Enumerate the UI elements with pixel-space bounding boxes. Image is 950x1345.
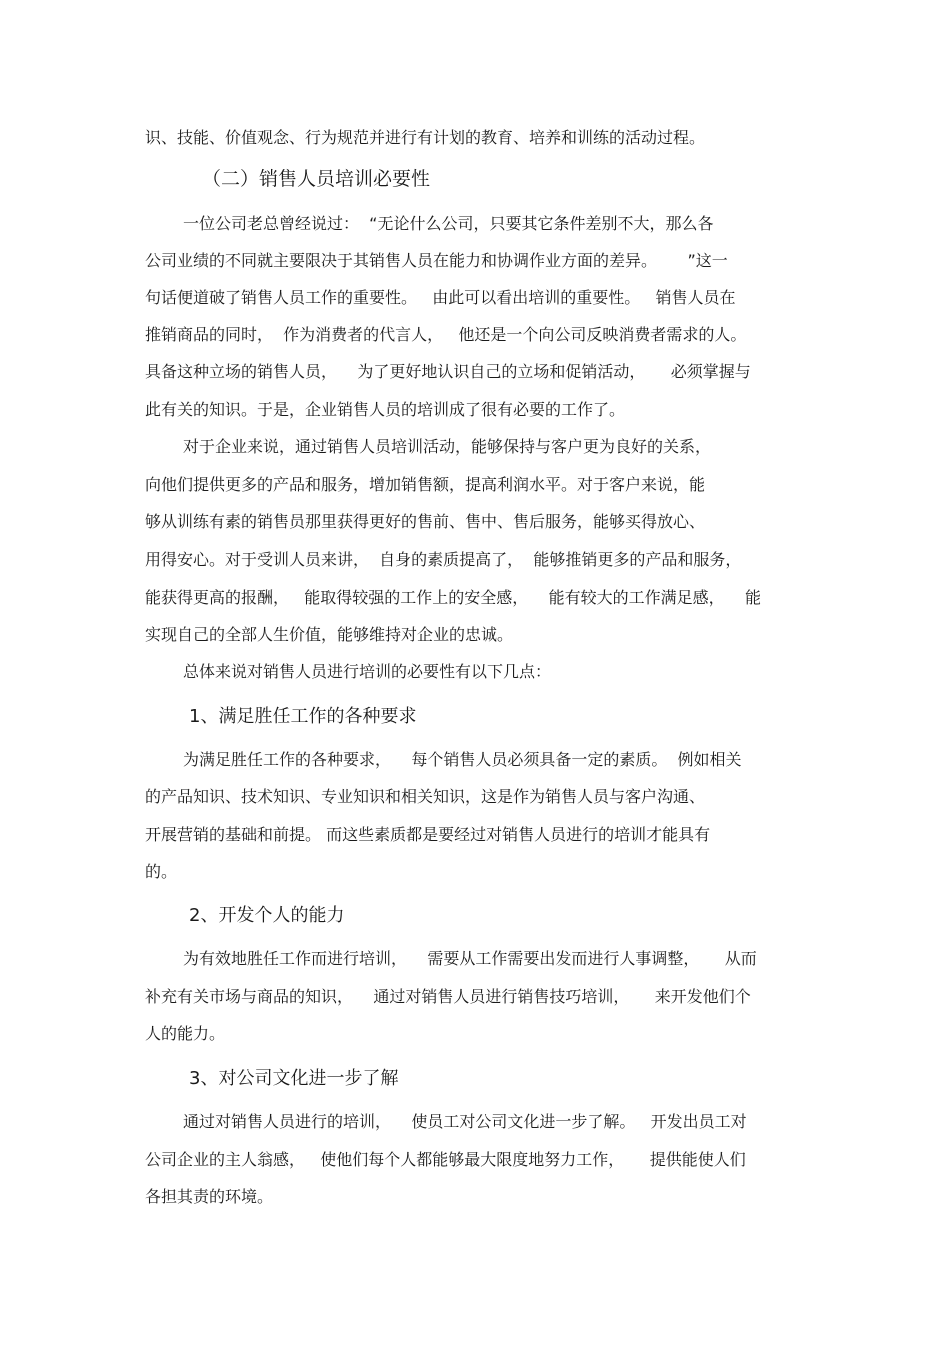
body-line: 句话便道破了销售人员工作的重要性。 由此可以看出培训的重要性。 销售人员在 <box>145 288 736 307</box>
body-line: 的。 <box>145 862 178 881</box>
section-heading: （二）销售人员培训必要性 <box>202 168 431 190</box>
body-line: 为有效地胜任工作而进行培训， 需要从工作需要出发而进行人事调整， 从而 <box>183 949 757 968</box>
body-line: 用得安心。对于受训人员来讲， 自身的素质提高了， 能够推销更多的产品和服务， <box>145 550 742 569</box>
body-line: 通过对销售人员进行的培训， 使员工对公司文化进一步了解。 开发出员工对 <box>183 1112 747 1131</box>
subsection-heading: 3、对公司文化进一步了解 <box>189 1068 399 1089</box>
subsection-heading: 1、满足胜任工作的各种要求 <box>189 706 417 727</box>
body-line: 公司企业的主人翁感， 使他们每个人都能够最大限度地努力工作， 提供能使人们 <box>145 1150 746 1169</box>
body-line: 推销商品的同时， 作为消费者的代言人， 他还是一个向公司反映消费者需求的人。 <box>145 325 747 344</box>
body-line: 具备这种立场的销售人员， 为了更好地认识自己的立场和促销活动， 必须掌握与 <box>145 362 751 381</box>
body-line: 各担其责的环境。 <box>145 1187 274 1206</box>
body-line: 能获得更高的报酬， 能取得较强的工作上的安全感， 能有较大的工作满足感， 能 <box>145 588 761 607</box>
body-line: 实现自己的全部人生价值，能够维持对企业的忠诚。 <box>145 625 514 644</box>
body-line: 对于企业来说，通过销售人员培训活动，能够保持与客户更为良好的关系， <box>183 437 712 456</box>
body-line: 补充有关市场与商品的知识， 通过对销售人员进行销售技巧培训， 来开发他们个 <box>145 987 751 1006</box>
body-line: 开展营销的基础和前提。 而这些素质都是要经过对销售人员进行的培训才能具有 <box>145 825 711 844</box>
subsection-heading: 2、开发个人的能力 <box>189 905 345 926</box>
body-line: 识、技能、价值观念、行为规范并进行有计划的教育、培养和训练的活动过程。 <box>145 128 706 147</box>
body-line: 总体来说对销售人员进行培训的必要性有以下几点： <box>183 662 552 681</box>
body-line: 为满足胜任工作的各种要求， 每个销售人员必须具备一定的素质。 例如相关 <box>183 750 742 769</box>
body-line: 一位公司老总曾经说过： “无论什么公司，只要其它条件差别不大，那么各 <box>183 214 714 233</box>
body-line: 向他们提供更多的产品和服务，增加销售额，提高利润水平。对于客户来说，能 <box>145 475 706 494</box>
body-line: 够从训练有素的销售员那里获得更好的售前、售中、售后服务，能够买得放心、 <box>145 512 706 531</box>
body-line: 此有关的知识。于是，企业销售人员的培训成了很有必要的工作了。 <box>145 400 626 419</box>
body-line: 公司业绩的不同就主要限决于其销售人员在能力和协调作业方面的差异。 ”这一 <box>145 251 728 270</box>
body-line: 人的能力。 <box>145 1024 226 1043</box>
body-line: 的产品知识、技术知识、专业知识和相关知识，这是作为销售人员与客户沟通、 <box>145 787 706 806</box>
